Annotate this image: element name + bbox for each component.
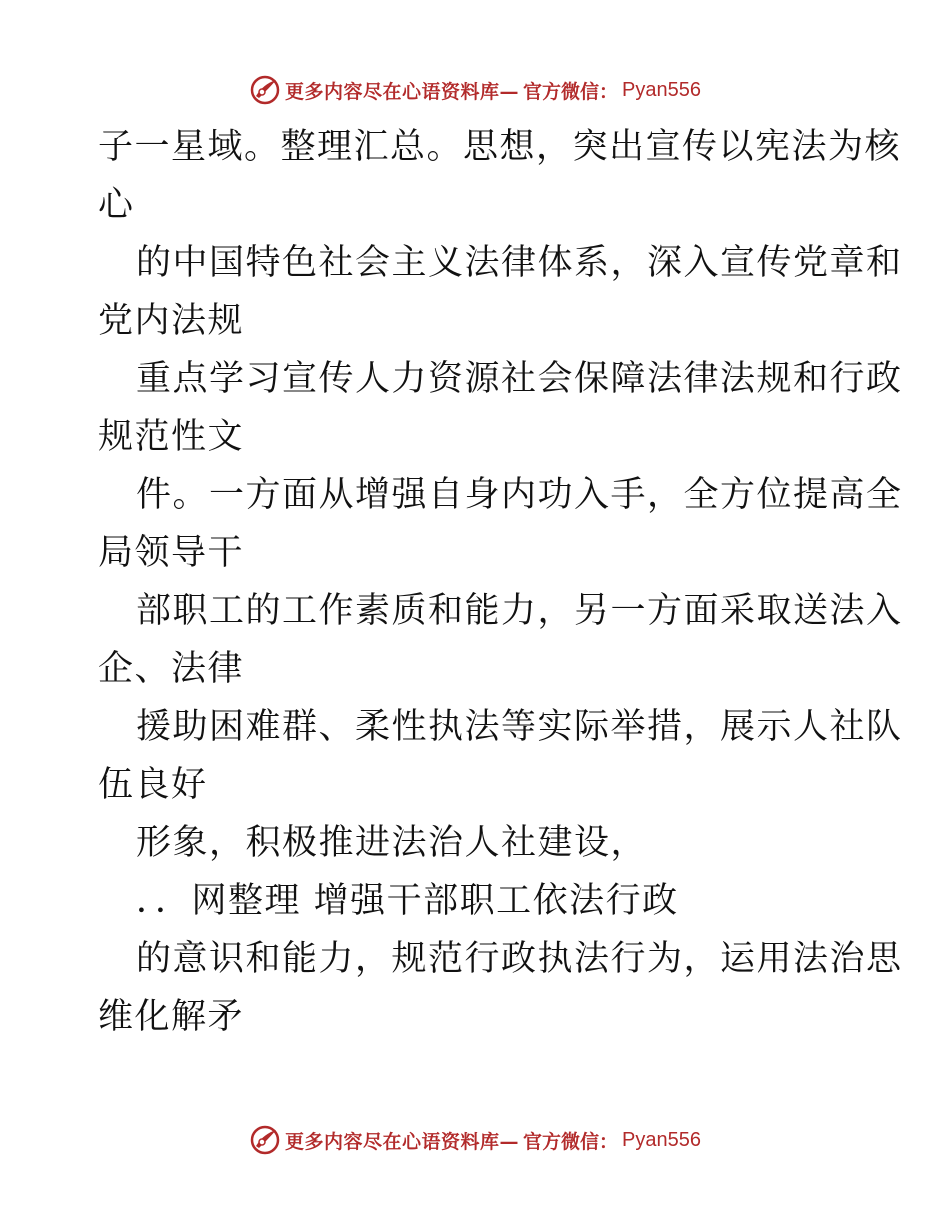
page-header bbox=[0, 70, 950, 110]
banner-wechat-id: Pyan556 bbox=[622, 78, 701, 101]
footer-banner bbox=[249, 1124, 701, 1156]
text-line: 的意识和能力，规范行政执法行为，运用法治思 bbox=[136, 939, 903, 979]
red-quill-seal-icon bbox=[249, 1124, 281, 1156]
text-line: 的中国特色社会主义法律体系，深入宣传党章和 bbox=[136, 243, 903, 283]
text-line: 规范性文 bbox=[98, 417, 245, 457]
header-banner bbox=[249, 74, 701, 106]
text-line: 局领导干 bbox=[98, 533, 245, 573]
text-line: 件。一方面从增强自身内功入手，全方位提高全 bbox=[136, 475, 903, 515]
red-quill-seal-icon bbox=[249, 74, 281, 106]
text-line: ．．网整理 增强干部职工依法行政 bbox=[136, 881, 679, 921]
text-line: 重点学习宣传人力资源社会保障法律法规和行政 bbox=[136, 359, 903, 399]
text-line: 部职工的工作素质和能力，另一方面采取送法入 bbox=[136, 591, 903, 631]
banner-wechat-label: 官方微信： bbox=[523, 80, 619, 103]
text-line: 维化解矛 bbox=[98, 997, 245, 1037]
text-line: 形象，积极推进法治人社建设， bbox=[136, 823, 648, 863]
text-line: 心 bbox=[98, 185, 135, 225]
text-line: 企、法律 bbox=[98, 649, 245, 689]
text-line: 党内法规 bbox=[98, 301, 245, 341]
document-body bbox=[98, 118, 903, 1046]
banner-text: 更多内容尽在心语资料库— bbox=[285, 80, 520, 103]
text-line: 伍良好 bbox=[98, 765, 208, 805]
banner-text: 更多内容尽在心语资料库— bbox=[285, 1130, 520, 1153]
banner-wechat-label: 官方微信： bbox=[523, 1130, 619, 1153]
text-line: 援助困难群、柔性执法等实际举措，展示人社队 bbox=[136, 707, 903, 747]
banner-wechat-id: Pyan556 bbox=[622, 1128, 701, 1151]
page-footer bbox=[0, 1120, 950, 1160]
text-line: 子一星域。整理汇总。思想，突出宣传以宪法为核 bbox=[98, 127, 902, 167]
